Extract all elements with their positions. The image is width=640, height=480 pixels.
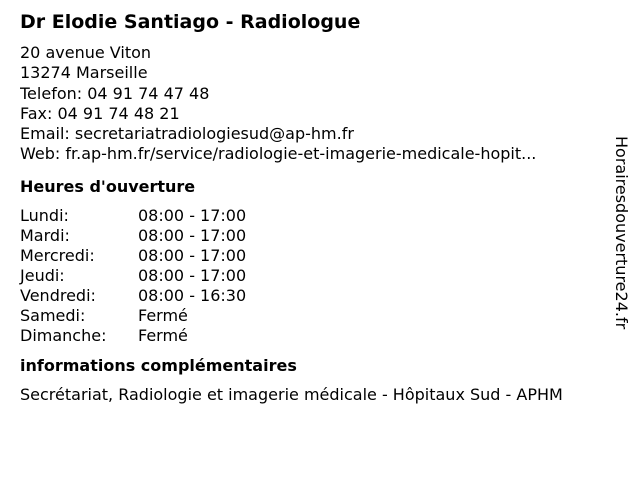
- email-text: Email: secretariatradiologiesud@ap-hm.fr: [20, 124, 354, 144]
- contact-block: [20, 43, 610, 165]
- fax-text: Fax: 04 91 74 48 21: [20, 103, 180, 123]
- hours-row-samedi: [20, 306, 610, 326]
- hours-row-dimanche: [20, 326, 610, 346]
- address-street: 20 avenue Viton: [20, 43, 152, 62]
- hours-time: 08:00 - 17:00: [138, 245, 247, 265]
- hours-time: Fermé: [138, 326, 188, 346]
- hours-time: 08:00 - 17:00: [138, 225, 247, 245]
- hours-day: Vendredi:: [20, 286, 96, 306]
- address-city: 13274 Marseille: [20, 63, 148, 83]
- hours-day: Mardi:: [20, 225, 70, 245]
- hours-day: Jeudi:: [20, 266, 65, 286]
- hours-day: Lundi:: [20, 205, 69, 225]
- hours-row-vendredi: [20, 286, 610, 306]
- hours-row-lundi: [20, 206, 610, 226]
- web-text: Web: fr.ap-hm.fr/service/radiologie-et-imagerie-medicale-hopit...: [20, 144, 537, 164]
- hours-row-mercredi: [20, 246, 610, 266]
- hours-time: 08:00 - 17:00: [138, 266, 247, 286]
- business-card: [20, 10, 610, 405]
- phone-text: Telefon: 04 91 74 47 48: [20, 83, 210, 103]
- hours-time: 08:00 - 16:30: [138, 286, 247, 306]
- info-text: Secrétariat, Radiologie et imagerie médicale - Hôpitaux Sud - APHM: [20, 385, 563, 405]
- hours-time: Fermé: [138, 306, 188, 326]
- hours-day: Dimanche:: [20, 326, 107, 346]
- hours-heading: Heures d'ouverture: [20, 176, 196, 196]
- hours-row-jeudi: [20, 266, 610, 286]
- page-title: Dr Elodie Santiago - Radiologue: [20, 11, 361, 33]
- hours-table: [20, 206, 610, 347]
- hours-time: 08:00 - 17:00: [138, 205, 247, 225]
- hours-day: Samedi:: [20, 306, 86, 326]
- hours-day: Mercredi:: [20, 245, 95, 265]
- info-heading: informations complémentaires: [20, 356, 297, 376]
- hours-row-mardi: [20, 226, 610, 246]
- site-watermark: Horairesdouverture24.fr: [612, 136, 631, 330]
